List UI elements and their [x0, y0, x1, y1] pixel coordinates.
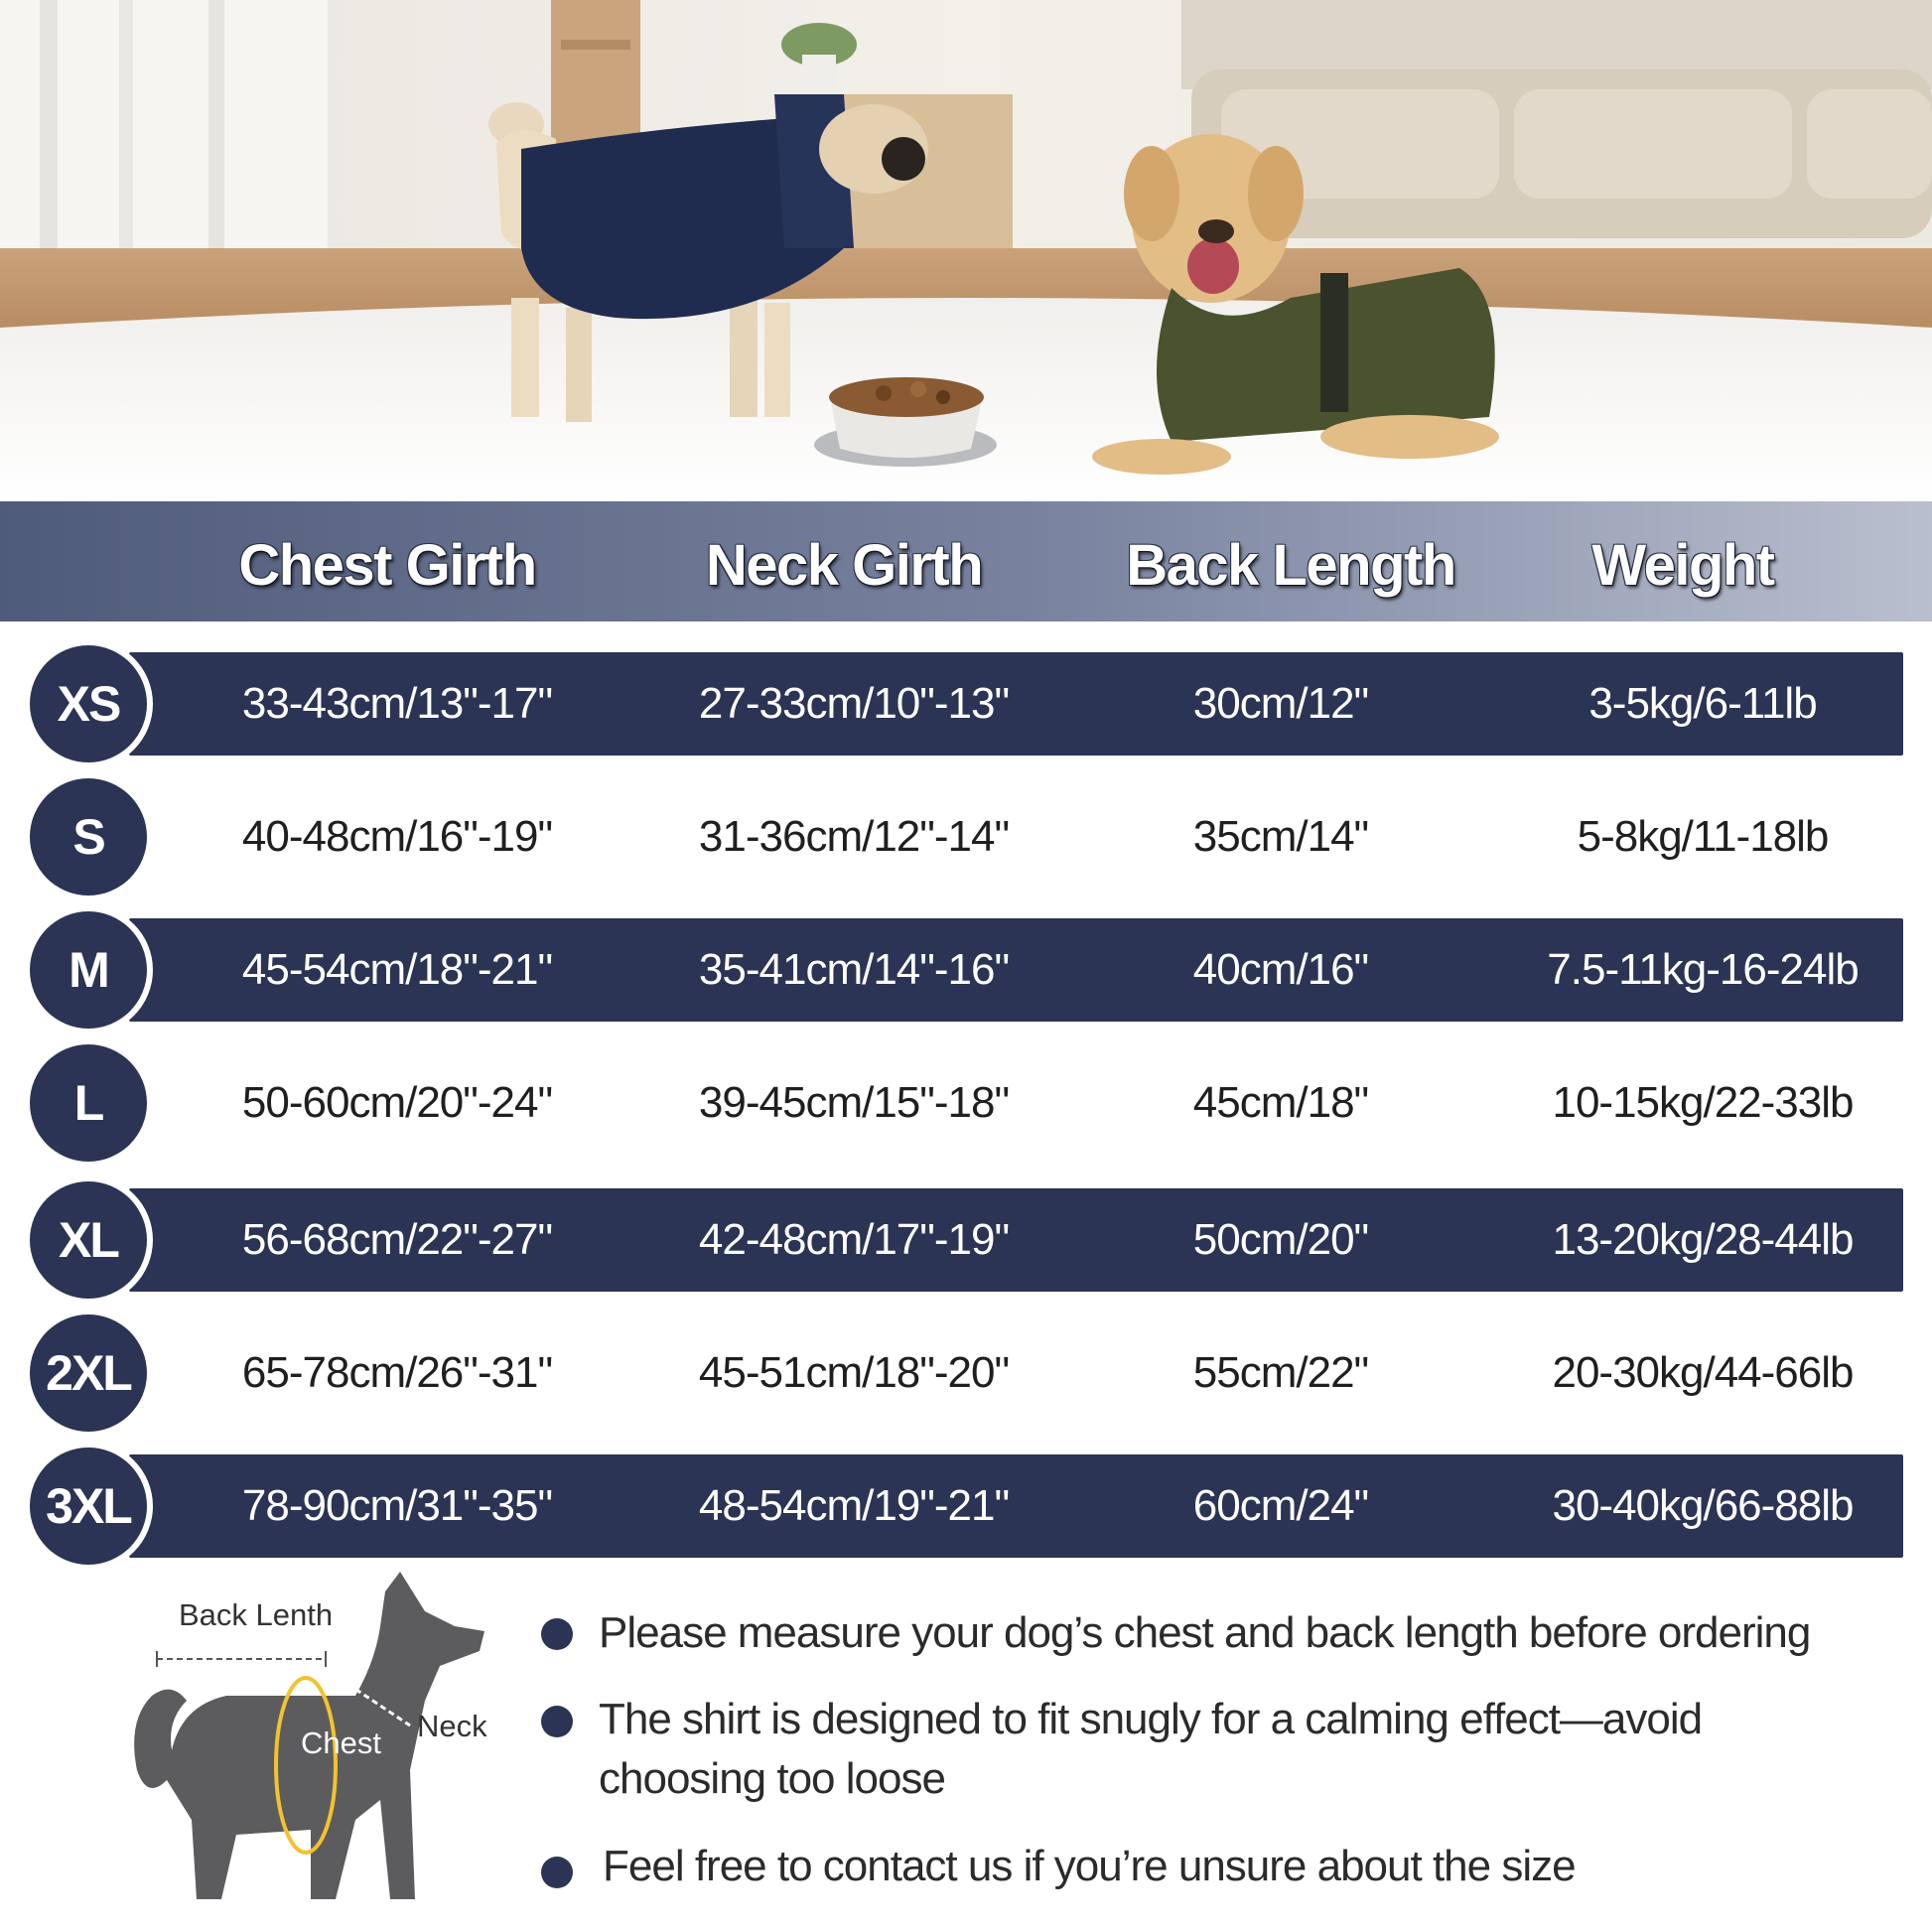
- weight-cell: 13-20kg/28-44lb: [1552, 1215, 1854, 1264]
- back-cell: 50cm/20": [1192, 1215, 1369, 1264]
- back-cell: 60cm/24": [1192, 1481, 1369, 1530]
- chest-cell: 45-54cm/18"-21": [241, 945, 553, 994]
- size-badge: 3XL: [30, 1448, 147, 1565]
- size-row-m: [0, 918, 1932, 1022]
- back-length-label: Back Lenth: [179, 1597, 334, 1632]
- size-badge: L: [30, 1044, 147, 1162]
- neck-cell: 31-36cm/12"-14": [698, 812, 1010, 861]
- header-chest-girth: Chest Girth: [238, 533, 536, 598]
- size-row-2xl: [0, 1321, 1932, 1425]
- neck-cell: 48-54cm/19"-21": [698, 1481, 1010, 1530]
- chest-cell: 65-78cm/26"-31": [241, 1348, 553, 1397]
- size-row-3xl: [0, 1454, 1932, 1558]
- note-snug-fit-cont: choosing too loose: [599, 1754, 945, 1803]
- weight-cell: 5-8kg/11-18lb: [1577, 812, 1829, 861]
- size-row-xl: [0, 1188, 1932, 1292]
- neck-cell: 27-33cm/10"-13": [698, 679, 1010, 728]
- size-badge: M: [30, 911, 147, 1029]
- bullet-icon: [541, 1706, 573, 1737]
- chest-cell: 40-48cm/16"-19": [241, 812, 553, 861]
- note-snug-fit: The shirt is designed to fit snugly for a calming effect—avoid: [599, 1695, 1703, 1743]
- product-photo: [0, 0, 1932, 501]
- chest-cell: 78-90cm/31"-35": [241, 1481, 553, 1530]
- size-badge: S: [30, 778, 147, 896]
- size-row-xs: [0, 652, 1932, 756]
- size-badge: XL: [30, 1181, 147, 1299]
- measurement-diagram: [127, 1572, 504, 1919]
- neck-cell: 35-41cm/14"-16": [698, 945, 1010, 994]
- size-badge: 2XL: [30, 1314, 147, 1432]
- size-row-s: [0, 785, 1932, 889]
- bullet-icon: [541, 1857, 573, 1888]
- note-contact: Feel free to contact us if you’re unsure about the size: [603, 1842, 1576, 1890]
- back-cell: 35cm/14": [1192, 812, 1369, 861]
- header-back-length: Back Length: [1126, 533, 1455, 598]
- back-cell: 40cm/16": [1192, 945, 1369, 994]
- neck-cell: 42-48cm/17"-19": [698, 1215, 1010, 1264]
- chest-cell: 33-43cm/13"-17": [241, 679, 553, 728]
- neck-cell: 45-51cm/18"-20": [698, 1348, 1010, 1397]
- chest-cell: 56-68cm/22"-27": [241, 1215, 553, 1264]
- back-cell: 55cm/22": [1192, 1348, 1369, 1397]
- weight-cell: 20-30kg/44-66lb: [1552, 1348, 1854, 1397]
- back-cell: 45cm/18": [1192, 1078, 1369, 1127]
- weight-cell: 10-15kg/22-33lb: [1552, 1078, 1854, 1127]
- chest-cell: 50-60cm/20"-24": [241, 1078, 553, 1127]
- weight-cell: 3-5kg/6-11lb: [1588, 679, 1817, 728]
- note-measure: Please measure your dog’s chest and back length before ordering: [599, 1608, 1811, 1657]
- weight-cell: 7.5-11kg-16-24lb: [1547, 945, 1859, 994]
- chest-label: Chest: [301, 1725, 381, 1760]
- neck-label: Neck: [417, 1709, 487, 1743]
- back-cell: 30cm/12": [1192, 679, 1369, 728]
- header-neck-girth: Neck Girth: [705, 533, 983, 598]
- bullet-icon: [541, 1618, 573, 1650]
- header-weight: Weight: [1591, 533, 1774, 598]
- neck-cell: 39-45cm/15"-18": [698, 1078, 1010, 1127]
- weight-cell: 30-40kg/66-88lb: [1552, 1481, 1854, 1530]
- size-row-l: [0, 1051, 1932, 1155]
- size-badge: XS: [30, 645, 147, 762]
